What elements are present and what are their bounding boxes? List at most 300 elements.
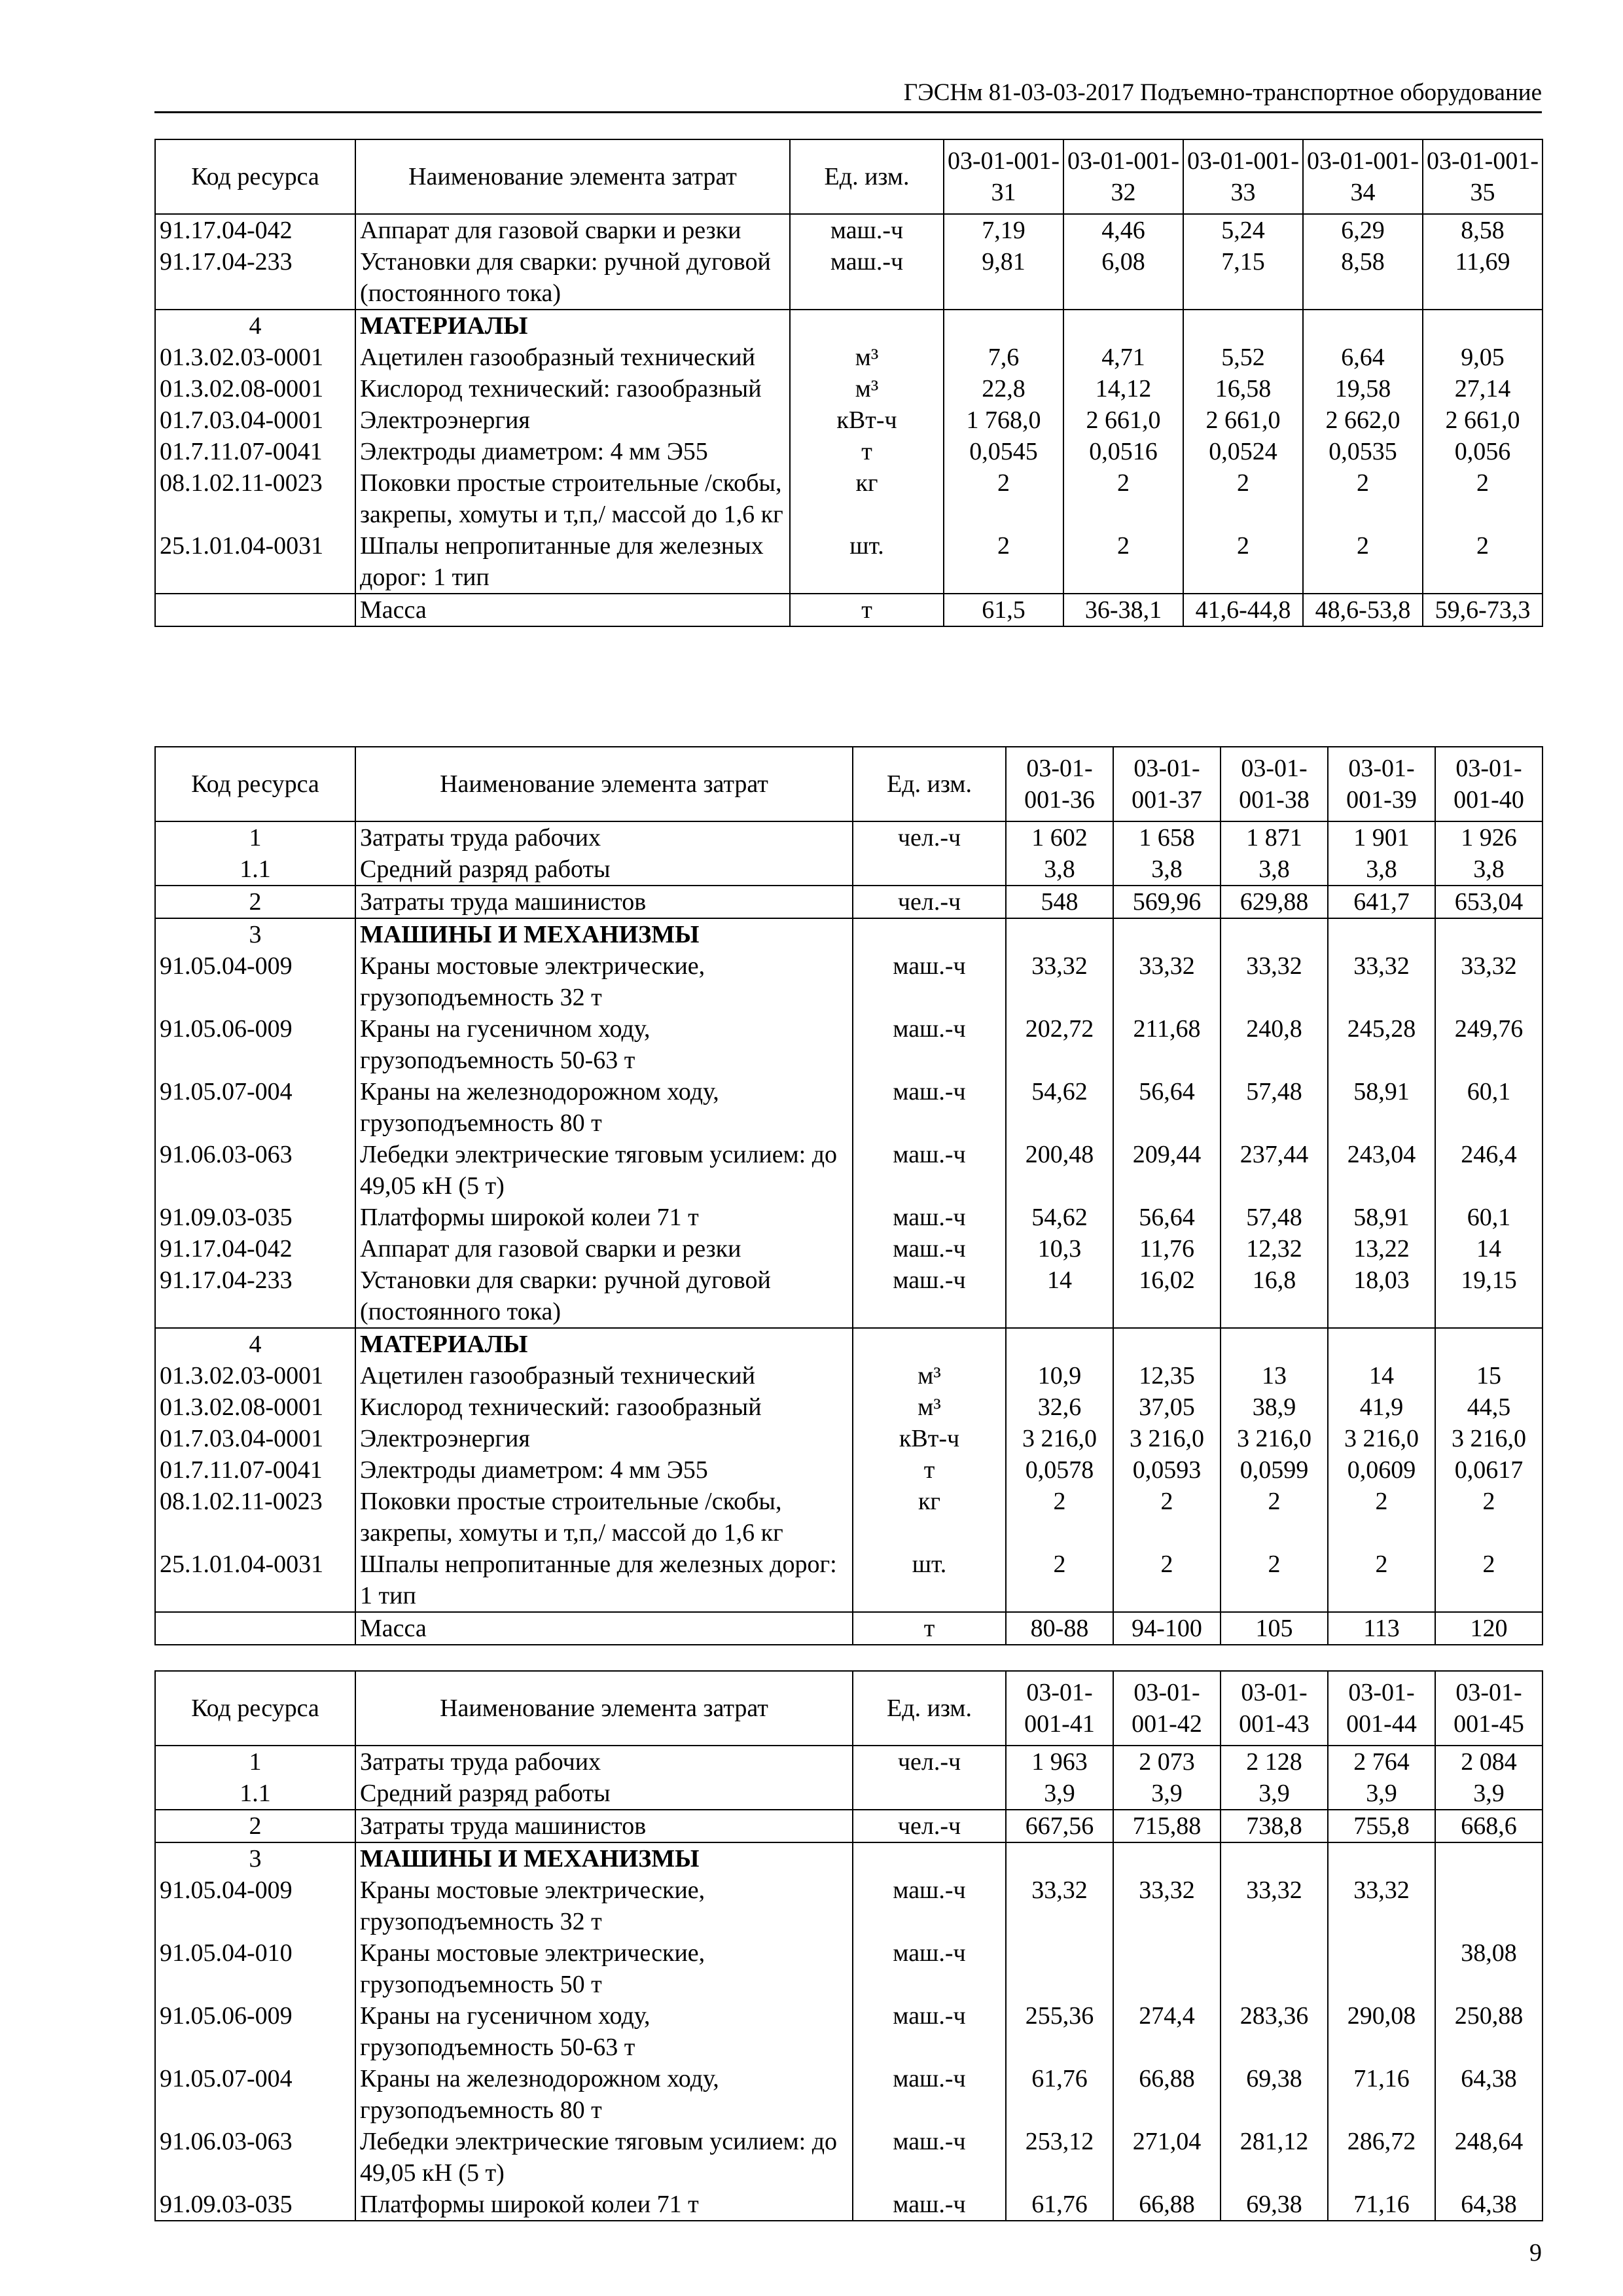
cost-element-name: Ацетилен газообразный технический [355,1360,853,1391]
value-cell: 7,15 [1183,246,1303,310]
cost-element-name: Электроэнергия [355,404,790,436]
header-name: Наименование элемента затрат [355,747,853,821]
cost-element-name: Поковки простые строительные /скобы, закрепы, хомуты и т,п,/ массой до 1,6 кг [355,467,790,530]
unit: маш.-ч [853,2000,1006,2063]
resource-code: 3 [155,1842,355,1874]
value-cell [1435,1874,1543,1937]
cost-table-2 [154,746,1543,1645]
value-cell [1328,1842,1435,1874]
table-row [155,467,1543,530]
unit: шт. [853,1549,1006,1612]
table-row [155,2126,1543,2189]
value-cell: 2 084 [1435,1746,1543,1778]
value-cell: 243,04 [1328,1139,1435,1202]
value-cell: 41,6-44,8 [1183,594,1303,626]
cost-element-name: Краны на железнодорожном ходу, грузоподъемность 80 т [355,1076,853,1139]
value-cell: 0,0516 [1063,436,1183,467]
value-cell: 2 [1113,1486,1221,1549]
table-row [155,1013,1543,1076]
cost-element-name: Поковки простые строительные /скобы, закрепы, хомуты и т,п,/ массой до 1,6 кг [355,1486,853,1549]
value-cell: 2 [1328,1486,1435,1549]
value-cell: 738,8 [1221,1810,1328,1842]
unit: м³ [790,373,944,404]
section-row [155,1842,1543,1874]
value-cell: 59,6-73,3 [1423,594,1543,626]
resource-code: 91.09.03-035 [155,1202,355,1233]
value-cell [1435,1328,1543,1360]
value-cell: 14 [1006,1265,1113,1328]
value-cell: 569,96 [1113,886,1221,918]
value-cell: 0,0535 [1303,436,1423,467]
value-cell: 2 662,0 [1303,404,1423,436]
resource-code: 01.7.11.07-0041 [155,436,355,467]
value-cell: 0,0545 [944,436,1063,467]
value-cell: 3,9 [1328,1778,1435,1810]
table-row [155,1454,1543,1486]
resource-code: 2 [155,886,355,918]
cost-element-name: Электроды диаметром: 4 мм Э55 [355,1454,853,1486]
table-row [155,1486,1543,1549]
value-cell: 5,52 [1183,342,1303,373]
cost-element-name: МАТЕРИАЛЫ [355,1328,853,1360]
table-row [155,1937,1543,2000]
resource-code: 91.17.04-042 [155,214,355,246]
section-row [155,310,1543,342]
unit [853,1778,1006,1810]
value-cell [1303,310,1423,342]
unit: маш.-ч [790,246,944,310]
value-cell [1113,1842,1221,1874]
unit: шт. [790,530,944,594]
cost-element-name: Платформы широкой колеи 71 т [355,2189,853,2221]
value-cell: 1 602 [1006,821,1113,853]
header-norm-code: 03-01-001-37 [1113,747,1221,821]
resource-code: 01.3.02.03-0001 [155,342,355,373]
resource-code: 91.05.04-009 [155,950,355,1013]
unit: маш.-ч [853,950,1006,1013]
value-cell: 12,32 [1221,1233,1328,1265]
value-cell: 2 [1113,1549,1221,1612]
value-cell: 69,38 [1221,2063,1328,2126]
value-cell: 14 [1435,1233,1543,1265]
value-cell: 7,19 [944,214,1063,246]
value-cell: 3 216,0 [1328,1423,1435,1454]
cost-element-name: Масса [355,1612,853,1645]
table-row [155,853,1543,886]
resource-code: 01.3.02.08-0001 [155,373,355,404]
value-cell: 2 661,0 [1183,404,1303,436]
value-cell: 5,24 [1183,214,1303,246]
value-cell: 13,22 [1328,1233,1435,1265]
value-cell: 56,64 [1113,1202,1221,1233]
header-unit: Ед. изм. [853,1671,1006,1746]
table-row [155,1391,1543,1423]
unit: маш.-ч [853,1076,1006,1139]
value-cell: 58,91 [1328,1202,1435,1233]
value-cell: 37,05 [1113,1391,1221,1423]
unit: чел.-ч [853,1746,1006,1778]
value-cell: 667,56 [1006,1810,1113,1842]
value-cell: 3 216,0 [1435,1423,1543,1454]
unit: маш.-ч [853,1937,1006,2000]
table-row [155,821,1543,853]
value-cell: 19,58 [1303,373,1423,404]
value-cell [1328,1937,1435,2000]
unit: маш.-ч [790,214,944,246]
value-cell: 715,88 [1113,1810,1221,1842]
cost-element-name: Кислород технический: газообразный [355,373,790,404]
table-row [155,530,1543,594]
header-norm-code: 03-01-001-32 [1063,139,1183,214]
value-cell: 7,6 [944,342,1063,373]
value-cell: 14 [1328,1360,1435,1391]
unit: маш.-ч [853,1139,1006,1202]
unit [853,1328,1006,1360]
value-cell: 0,056 [1423,436,1543,467]
header-norm-code: 03-01-001-38 [1221,747,1328,821]
value-cell: 2 [1006,1549,1113,1612]
value-cell: 1 768,0 [944,404,1063,436]
table-row [155,436,1543,467]
value-cell: 290,08 [1328,2000,1435,2063]
header-code: Код ресурса [155,139,355,214]
value-cell: 548 [1006,886,1113,918]
resource-code: 91.05.07-004 [155,2063,355,2126]
value-cell: 2 [1423,467,1543,530]
table-row [155,1233,1543,1265]
cost-element-name: МАТЕРИАЛЫ [355,310,790,342]
header-name: Наименование элемента затрат [355,139,790,214]
value-cell: 38,9 [1221,1391,1328,1423]
value-cell: 0,0599 [1221,1454,1328,1486]
value-cell: 33,32 [1006,950,1113,1013]
value-cell [1435,918,1543,950]
value-cell: 4,71 [1063,342,1183,373]
value-cell: 33,32 [1435,950,1543,1013]
value-cell: 38,08 [1435,1937,1543,2000]
value-cell: 2 [1063,467,1183,530]
value-cell: 13 [1221,1360,1328,1391]
resource-code: 91.17.04-233 [155,1265,355,1328]
unit: маш.-ч [853,1202,1006,1233]
value-cell: 6,08 [1063,246,1183,310]
value-cell: 3,8 [1328,853,1435,886]
header-name: Наименование элемента затрат [355,1671,853,1746]
cost-element-name: Электроэнергия [355,1423,853,1454]
table-row [155,342,1543,373]
value-cell: 668,6 [1435,1810,1543,1842]
value-cell: 202,72 [1006,1013,1113,1076]
header-unit: Ед. изм. [853,747,1006,821]
value-cell: 200,48 [1006,1139,1113,1202]
unit: т [853,1612,1006,1645]
value-cell: 18,03 [1328,1265,1435,1328]
value-cell: 58,91 [1328,1076,1435,1139]
value-cell [1221,918,1328,950]
value-cell: 3,8 [1221,853,1328,886]
table-row [155,1076,1543,1139]
value-cell: 12,35 [1113,1360,1221,1391]
value-cell [1113,1937,1221,2000]
header-norm-code: 03-01-001-44 [1328,1671,1435,1746]
header-norm-code: 03-01-001-35 [1423,139,1543,214]
value-cell: 64,38 [1435,2063,1543,2126]
value-cell: 16,8 [1221,1265,1328,1328]
header-norm-code: 03-01-001-40 [1435,747,1543,821]
value-cell [1328,918,1435,950]
value-cell [1435,1842,1543,1874]
cost-element-name: Затраты труда рабочих [355,1746,853,1778]
resource-code: 01.7.03.04-0001 [155,404,355,436]
resource-code: 1.1 [155,1778,355,1810]
value-cell: 120 [1435,1612,1543,1645]
table-row [155,1423,1543,1454]
resource-code: 08.1.02.11-0023 [155,1486,355,1549]
value-cell: 69,38 [1221,2189,1328,2221]
value-cell: 9,05 [1423,342,1543,373]
value-cell [1113,1328,1221,1360]
cost-element-name: Ацетилен газообразный технический [355,342,790,373]
value-cell: 253,12 [1006,2126,1113,2189]
value-cell: 57,48 [1221,1202,1328,1233]
value-cell: 1 963 [1006,1746,1113,1778]
resource-code: 91.17.04-042 [155,1233,355,1265]
section-row [155,1328,1543,1360]
resource-code: 01.3.02.03-0001 [155,1360,355,1391]
header-unit: Ед. изм. [790,139,944,214]
cost-element-name: Установки для сварки: ручной дуговой (постоянного тока) [355,246,790,310]
cost-element-name: Краны на гусеничном ходу, грузоподъемность 50-63 т [355,2000,853,2063]
value-cell [1006,1937,1113,2000]
value-cell: 80-88 [1006,1612,1113,1645]
resource-code: 1 [155,821,355,853]
cost-element-name: Краны на железнодорожном ходу, грузоподъемность 80 т [355,2063,853,2126]
value-cell [1006,1328,1113,1360]
cost-element-name: Краны мостовые электрические, грузоподъемность 50 т [355,1937,853,2000]
unit: маш.-ч [853,1233,1006,1265]
value-cell: 0,0617 [1435,1454,1543,1486]
table-row [155,1778,1543,1810]
unit [853,918,1006,950]
value-cell: 27,14 [1423,373,1543,404]
section-row [155,886,1543,918]
value-cell: 2 [1435,1486,1543,1549]
cost-element-name: Установки для сварки: ручной дуговой (постоянного тока) [355,1265,853,1328]
value-cell: 3,9 [1006,1778,1113,1810]
value-cell: 755,8 [1328,1810,1435,1842]
value-cell: 94-100 [1113,1612,1221,1645]
resource-code: 91.05.04-010 [155,1937,355,2000]
resource-code: 3 [155,918,355,950]
unit: кг [853,1486,1006,1549]
resource-code: 2 [155,1810,355,1842]
value-cell: 211,68 [1113,1013,1221,1076]
unit: т [790,594,944,626]
cost-element-name: Шпалы непропитанные для железных дорог: 1 тип [355,1549,853,1612]
value-cell: 2 073 [1113,1746,1221,1778]
section-row [155,1810,1543,1842]
header-norm-code: 03-01-001-36 [1006,747,1113,821]
value-cell: 3 216,0 [1221,1423,1328,1454]
table-header-row [155,139,1543,214]
value-cell [1006,1842,1113,1874]
resource-code [155,594,355,626]
value-cell: 3,9 [1435,1778,1543,1810]
value-cell: 16,02 [1113,1265,1221,1328]
value-cell: 60,1 [1435,1076,1543,1139]
value-cell: 245,28 [1328,1013,1435,1076]
value-cell: 0,0593 [1113,1454,1221,1486]
resource-code [155,1612,355,1645]
value-cell [1221,1328,1328,1360]
unit: маш.-ч [853,2189,1006,2221]
value-cell: 33,32 [1221,950,1328,1013]
resource-code: 91.06.03-063 [155,1139,355,1202]
value-cell: 2 [1435,1549,1543,1612]
value-cell: 246,4 [1435,1139,1543,1202]
header-norm-code: 03-01-001-31 [944,139,1063,214]
resource-code: 4 [155,310,355,342]
cost-element-name: Масса [355,594,790,626]
table-row [155,1265,1543,1328]
table-row [155,2063,1543,2126]
value-cell [1221,1842,1328,1874]
value-cell [944,310,1063,342]
value-cell: 641,7 [1328,886,1435,918]
unit [853,853,1006,886]
section-row [155,594,1543,626]
value-cell: 36-38,1 [1063,594,1183,626]
value-cell: 56,64 [1113,1076,1221,1139]
resource-code: 91.06.03-063 [155,2126,355,2189]
table-row [155,2189,1543,2221]
value-cell: 255,36 [1006,2000,1113,2063]
value-cell: 250,88 [1435,2000,1543,2063]
unit: чел.-ч [853,821,1006,853]
value-cell: 2 [1423,530,1543,594]
unit: м³ [853,1360,1006,1391]
value-cell: 2 128 [1221,1746,1328,1778]
value-cell: 9,81 [944,246,1063,310]
value-cell [1423,310,1543,342]
value-cell: 113 [1328,1612,1435,1645]
unit: маш.-ч [853,1265,1006,1328]
table-row [155,2000,1543,2063]
value-cell: 32,6 [1006,1391,1113,1423]
value-cell: 8,58 [1303,246,1423,310]
value-cell: 6,64 [1303,342,1423,373]
cost-element-name: Шпалы непропитанные для железных дорог: 1 тип [355,530,790,594]
value-cell: 0,0609 [1328,1454,1435,1486]
value-cell: 71,16 [1328,2063,1435,2126]
value-cell: 66,88 [1113,2189,1221,2221]
value-cell: 653,04 [1435,886,1543,918]
value-cell: 629,88 [1221,886,1328,918]
cost-element-name: Аппарат для газовой сварки и резки [355,214,790,246]
table-row [155,1549,1543,1612]
resource-code: 91.05.06-009 [155,1013,355,1076]
value-cell: 0,0524 [1183,436,1303,467]
value-cell [1063,310,1183,342]
value-cell: 11,69 [1423,246,1543,310]
value-cell: 2 661,0 [1063,404,1183,436]
value-cell [1221,1937,1328,2000]
value-cell: 249,76 [1435,1013,1543,1076]
unit: т [790,436,944,467]
value-cell: 0,0578 [1006,1454,1113,1486]
value-cell: 1 658 [1113,821,1221,853]
header-code: Код ресурса [155,1671,355,1746]
cost-table-1 [154,139,1543,627]
value-cell: 2 [1328,1549,1435,1612]
value-cell: 3 216,0 [1113,1423,1221,1454]
value-cell: 4,46 [1063,214,1183,246]
value-cell: 2 764 [1328,1746,1435,1778]
value-cell: 283,36 [1221,2000,1328,2063]
value-cell: 105 [1221,1612,1328,1645]
resource-code: 25.1.01.04-0031 [155,530,355,594]
resource-code: 01.3.02.08-0001 [155,1391,355,1423]
value-cell: 274,4 [1113,2000,1221,2063]
value-cell: 6,29 [1303,214,1423,246]
value-cell: 3 216,0 [1006,1423,1113,1454]
value-cell: 2 [1183,467,1303,530]
value-cell: 209,44 [1113,1139,1221,1202]
value-cell: 2 [1303,467,1423,530]
value-cell: 2 [1221,1486,1328,1549]
value-cell: 10,3 [1006,1233,1113,1265]
value-cell: 2 [1221,1549,1328,1612]
unit: т [853,1454,1006,1486]
value-cell: 2 [1183,530,1303,594]
header-norm-code: 03-01-001-39 [1328,747,1435,821]
cost-element-name: Кислород технический: газообразный [355,1391,853,1423]
value-cell [1113,918,1221,950]
value-cell: 33,32 [1328,950,1435,1013]
cost-element-name: Затраты труда рабочих [355,821,853,853]
value-cell: 8,58 [1423,214,1543,246]
unit: маш.-ч [853,2063,1006,2126]
unit: чел.-ч [853,1810,1006,1842]
value-cell [1006,918,1113,950]
resource-code: 01.7.03.04-0001 [155,1423,355,1454]
value-cell: 11,76 [1113,1233,1221,1265]
unit: чел.-ч [853,886,1006,918]
value-cell: 16,58 [1183,373,1303,404]
value-cell: 44,5 [1435,1391,1543,1423]
value-cell: 286,72 [1328,2126,1435,2189]
resource-code: 91.05.04-009 [155,1874,355,1937]
value-cell: 15 [1435,1360,1543,1391]
value-cell: 48,6-53,8 [1303,594,1423,626]
cost-table-3 [154,1670,1543,2221]
cost-element-name: Платформы широкой колеи 71 т [355,1202,853,1233]
value-cell: 54,62 [1006,1076,1113,1139]
value-cell: 240,8 [1221,1013,1328,1076]
header-norm-code: 03-01-001-45 [1435,1671,1543,1746]
resource-code: 01.7.11.07-0041 [155,1454,355,1486]
value-cell: 2 661,0 [1423,404,1543,436]
value-cell: 61,76 [1006,2063,1113,2126]
header-norm-code: 03-01-001-43 [1221,1671,1328,1746]
section-row [155,918,1543,950]
resource-code: 1.1 [155,853,355,886]
table-row [155,1746,1543,1778]
value-cell: 2 [944,530,1063,594]
resource-code: 4 [155,1328,355,1360]
cost-element-name: Краны мостовые электрические, грузоподъемность 32 т [355,950,853,1013]
value-cell: 1 926 [1435,821,1543,853]
